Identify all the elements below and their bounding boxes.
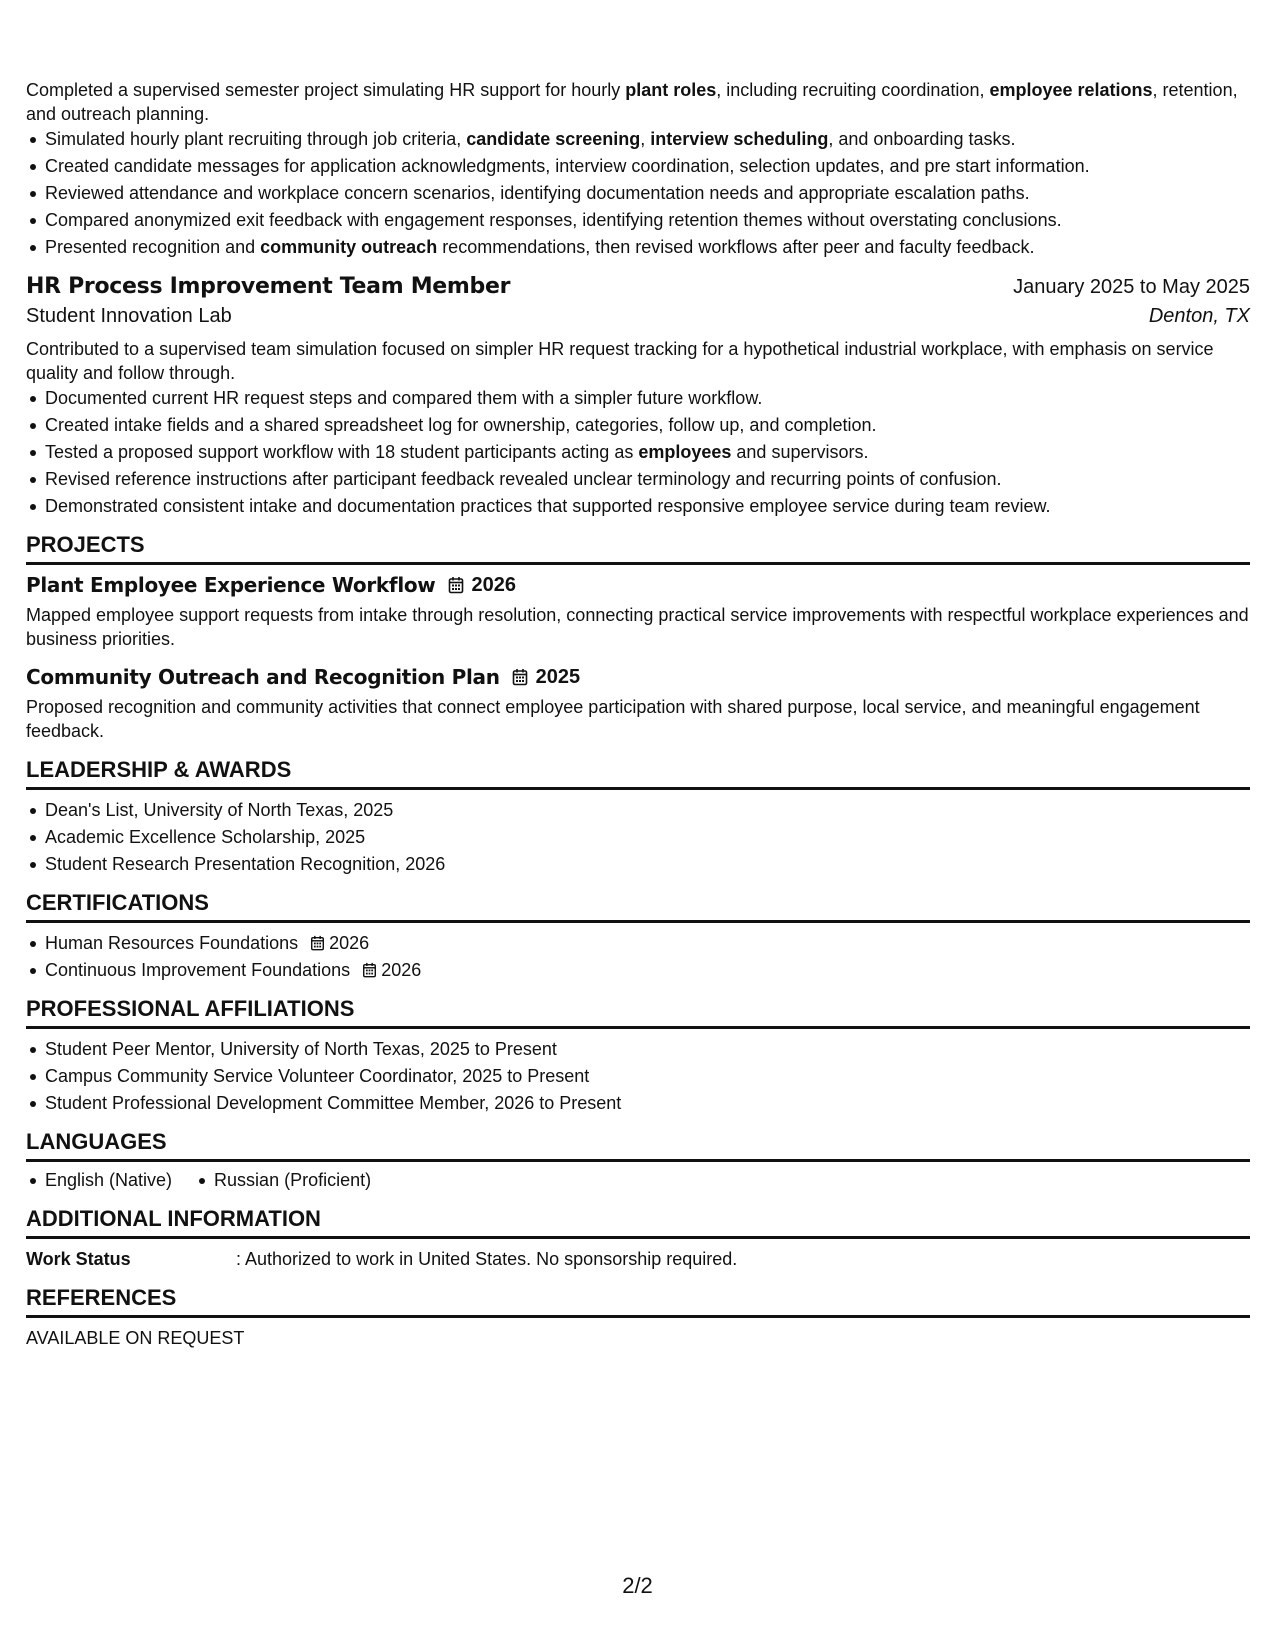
calendar-icon	[512, 668, 528, 686]
leadership-list	[26, 798, 1250, 876]
list-item	[45, 931, 1250, 955]
calendar-icon	[362, 962, 377, 978]
list-item: Reviewed attendance and workplace concern scenarios, identifying documentation needs and appropriate escalation paths.	[45, 181, 1250, 205]
list-item: Documented current HR request steps and compared them with a simpler future workflow.	[45, 386, 1250, 410]
role1-bullets	[26, 127, 1250, 259]
list-item: Student Professional Development Committee Member, 2026 to Present	[45, 1091, 1250, 1115]
languages-heading: LANGUAGES	[26, 1129, 1250, 1162]
languages-list	[26, 1168, 1250, 1192]
page-number: 2/2	[622, 1573, 653, 1598]
cert-name: Continuous Improvement Foundations	[45, 960, 351, 980]
list-item: Created candidate messages for application acknowledgments, interview coordination, selection updates, and pre start information.	[45, 154, 1250, 178]
list-item: Revised reference instructions after participant feedback revealed unclear terminology and recurring points of confusion.	[45, 467, 1250, 491]
project-title: Plant Employee Experience Workflow	[26, 573, 436, 597]
additional-info-heading: ADDITIONAL INFORMATION	[26, 1206, 1250, 1239]
role2-bullets	[26, 386, 1250, 518]
leadership-heading: LEADERSHIP & AWARDS	[26, 757, 1250, 790]
list-item: Tested a proposed support workflow with 18 student participants acting as employees and supervisors.	[45, 440, 1250, 464]
cert-year: 2026	[381, 960, 422, 980]
list-item: Demonstrated consistent intake and documentation practices that supported responsive employee service during team review.	[45, 494, 1250, 518]
work-status-label: Work Status	[26, 1249, 131, 1269]
project-description: Proposed recognition and community activities that connect employee participation with shared purpose, local service, and meaningful engagement feedback.	[26, 697, 1200, 741]
list-item: Academic Excellence Scholarship, 2025	[45, 825, 1250, 849]
role1-summary: Completed a supervised semester project simulating HR support for hourly plant roles, including recruiting coordination, employee relations, retention, and outreach planning.	[26, 80, 1238, 124]
list-item: Student Peer Mentor, University of North Texas, 2025 to Present	[45, 1037, 1250, 1061]
references-heading: REFERENCES	[26, 1285, 1250, 1318]
project-title: Community Outreach and Recognition Plan	[26, 665, 500, 689]
resume-page-2	[26, 78, 1250, 1350]
role2-organization: Student Innovation Lab	[26, 305, 232, 327]
affiliations-heading: PROFESSIONAL AFFILIATIONS	[26, 996, 1250, 1029]
affiliations-list	[26, 1037, 1250, 1115]
role2-title: HR Process Improvement Team Member	[26, 274, 511, 299]
references-text: AVAILABLE ON REQUEST	[26, 1328, 245, 1348]
role2-location: Denton, TX	[1148, 305, 1250, 327]
project-description: Mapped employee support requests from intake through resolution, connecting practical service improvements with respectful workplace experiences and business priorities.	[26, 605, 1249, 649]
project-1-header	[26, 573, 1250, 597]
project-year: 2026	[471, 573, 516, 596]
role2-summary: Contributed to a supervised team simulation focused on simpler HR request tracking for a hypothetical industrial workplace, with emphasis on service quality and follow through.	[26, 339, 1214, 383]
list-item: Student Research Presentation Recognition, 2026	[45, 852, 1250, 876]
calendar-icon	[310, 935, 325, 951]
cert-name: Human Resources Foundations	[45, 933, 299, 953]
calendar-icon	[448, 576, 464, 594]
cert-year: 2026	[329, 933, 370, 953]
list-item: Campus Community Service Volunteer Coordinator, 2025 to Present	[45, 1064, 1250, 1088]
list-item: Presented recognition and community outreach recommendations, then revised workflows after peer and faculty feedback.	[45, 235, 1250, 259]
role2-header	[26, 262, 1250, 299]
list-item	[45, 958, 1250, 982]
project-year: 2025	[535, 665, 581, 688]
certifications-list	[26, 931, 1250, 982]
role2-subheader	[26, 299, 1250, 328]
role2-dates: January 2025 to May 2025	[1013, 276, 1250, 298]
list-item: Compared anonymized exit feedback with engagement responses, identifying retention themes without overstating conclusions.	[45, 208, 1250, 232]
list-item: English (Native)	[45, 1170, 173, 1190]
project-2-header	[26, 665, 1250, 689]
list-item: Russian (Proficient)	[214, 1170, 372, 1190]
certifications-heading: CERTIFICATIONS	[26, 890, 1250, 923]
projects-heading: PROJECTS	[26, 532, 1250, 565]
list-item: Simulated hourly plant recruiting through job criteria, candidate screening, interview scheduling, and onboarding tasks.	[45, 127, 1250, 151]
list-item: Created intake fields and a shared spreadsheet log for ownership, categories, follow up, and completion.	[45, 413, 1250, 437]
work-status-row	[26, 1247, 1250, 1271]
list-item: Dean's List, University of North Texas, 2025	[45, 798, 1250, 822]
work-status-value: : Authorized to work in United States. No sponsorship required.	[236, 1249, 738, 1269]
